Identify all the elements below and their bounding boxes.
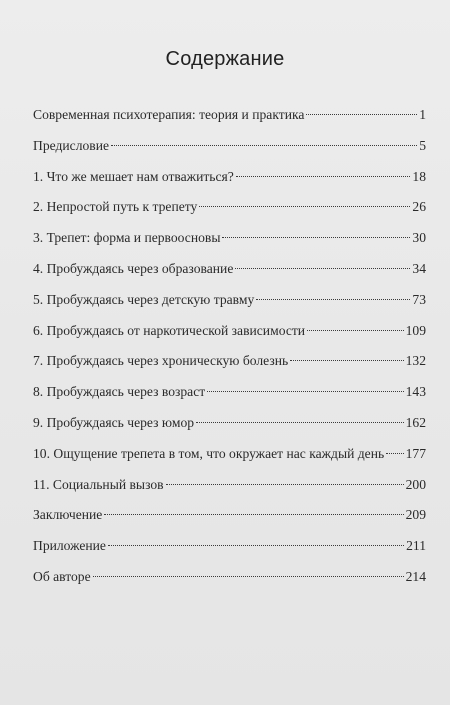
toc-entry-page: 26 bbox=[412, 199, 426, 215]
page-title: Содержание bbox=[165, 48, 285, 70]
toc-entry bbox=[33, 470, 426, 501]
toc-entry-label: Предисловие bbox=[33, 137, 110, 153]
toc-entry-label: 3. Трепет: форма и первоосновы bbox=[33, 230, 221, 246]
dot-leader bbox=[111, 145, 417, 146]
dot-leader bbox=[290, 360, 403, 361]
dot-leader bbox=[236, 176, 411, 177]
toc-entry bbox=[33, 377, 426, 408]
toc-entry-label: Приложение bbox=[33, 538, 106, 554]
toc-entry bbox=[33, 192, 426, 223]
toc-entry-page: 109 bbox=[405, 322, 426, 338]
toc-entry bbox=[33, 439, 426, 470]
dot-leader bbox=[386, 453, 403, 454]
toc-entry-label: 2. Непростой путь к трепету bbox=[33, 199, 198, 215]
toc-entry-page: 162 bbox=[405, 414, 426, 430]
toc-entry-label: 4. Пробуждаясь через образование bbox=[33, 260, 234, 276]
table-of-contents bbox=[33, 100, 426, 593]
toc-entry bbox=[33, 223, 426, 254]
toc-entry bbox=[33, 254, 426, 285]
toc-entry-page: 18 bbox=[412, 168, 426, 184]
toc-entry-page: 73 bbox=[412, 291, 426, 307]
toc-entry-label: 7. Пробуждаясь через хроническую болезнь bbox=[33, 353, 289, 369]
toc-entry bbox=[33, 100, 426, 131]
toc-entry-label: 11. Социальный вызов bbox=[33, 476, 164, 492]
toc-entry-page: 143 bbox=[405, 384, 426, 400]
toc-entry-page: 200 bbox=[405, 476, 426, 492]
toc-entry-page: 209 bbox=[405, 507, 426, 523]
toc-entry-label: 6. Пробуждаясь от наркотической зависимости bbox=[33, 322, 306, 338]
toc-entry bbox=[33, 162, 426, 193]
toc-entry-label: Об авторе bbox=[33, 568, 91, 584]
toc-entry-page: 34 bbox=[412, 260, 426, 276]
toc-entry-page: 211 bbox=[406, 538, 426, 554]
dot-leader bbox=[199, 206, 410, 207]
toc-entry-label: 8. Пробуждаясь через возраст bbox=[33, 384, 206, 400]
toc-entry-label: Заключение bbox=[33, 507, 103, 523]
dot-leader bbox=[222, 237, 410, 238]
toc-entry-label: Современная психотерапия: теория и практика bbox=[33, 107, 305, 122]
toc-entry bbox=[33, 562, 426, 593]
toc-entry-label: 1. Что же мешает нам отважиться? bbox=[33, 168, 234, 184]
dot-leader bbox=[166, 484, 404, 485]
toc-entry-page: 132 bbox=[405, 353, 426, 369]
toc-entry-page: 5 bbox=[419, 137, 426, 153]
dot-leader bbox=[306, 114, 417, 115]
dot-leader bbox=[235, 268, 410, 269]
toc-entry bbox=[33, 531, 426, 562]
toc-entry-label: 10. Ощущение трепета в том, что окружает нас каждый день bbox=[33, 445, 385, 461]
toc-entry-label: 9. Пробуждаясь через юмор bbox=[33, 414, 195, 430]
dot-leader bbox=[104, 514, 403, 515]
toc-entry bbox=[33, 500, 426, 531]
toc-entry-page: 1 bbox=[419, 107, 426, 122]
dot-leader bbox=[93, 576, 404, 577]
toc-entry-page: 177 bbox=[405, 445, 426, 461]
dot-leader bbox=[108, 545, 404, 546]
toc-entry bbox=[33, 131, 426, 162]
toc-entry bbox=[33, 346, 426, 377]
dot-leader bbox=[207, 391, 403, 392]
toc-entry-page: 30 bbox=[412, 230, 426, 246]
toc-entry-page: 214 bbox=[405, 568, 426, 584]
toc-entry bbox=[33, 316, 426, 347]
dot-leader bbox=[196, 422, 404, 423]
toc-entry bbox=[33, 285, 426, 316]
toc-entry bbox=[33, 408, 426, 439]
toc-entry-label: 5. Пробуждаясь через детскую травму bbox=[33, 291, 255, 307]
dot-leader bbox=[256, 299, 410, 300]
dot-leader bbox=[307, 330, 404, 331]
